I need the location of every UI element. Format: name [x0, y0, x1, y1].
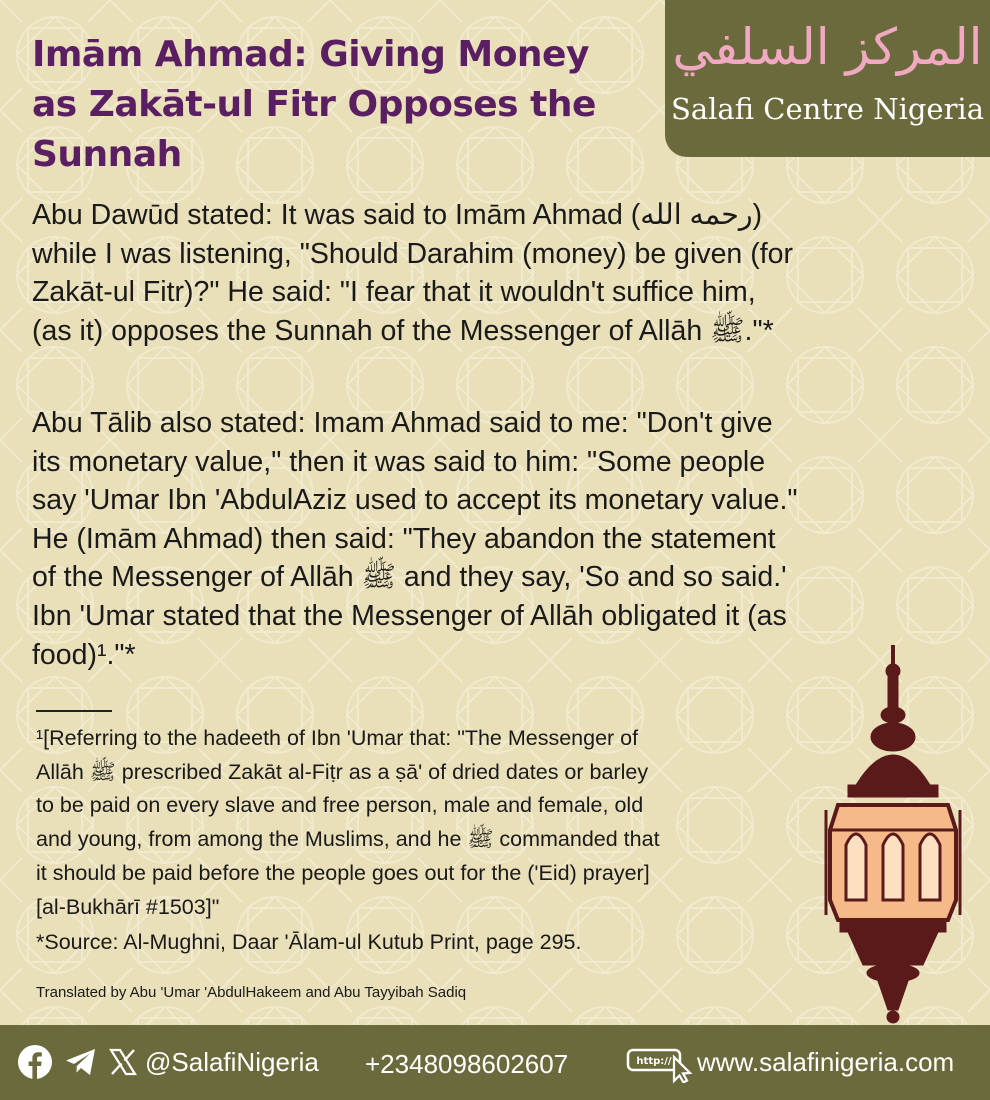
phone-number[interactable]: +2348098602607	[365, 1049, 569, 1079]
footnote-line: and young, from among the Muslims, and he ﷺ commanded that	[36, 827, 660, 852]
brand-logo	[665, 0, 990, 157]
paragraph-abu-talib	[32, 404, 798, 674]
source-citation: *Source: Al-Mughni, Daar 'Ālam-ul Kutub Print, page 295.	[36, 930, 582, 954]
brand-arabic-name: المركز السلفي	[672, 18, 983, 76]
text-line: Zakāt-ul Fitr)?" He said: "I fear that it wouldn't suffice him,	[32, 276, 756, 309]
text-line: Abu Tālib also stated: Imam Ahmad said to me: "Don't give	[32, 407, 773, 439]
footnote-divider	[36, 710, 112, 712]
social-handle[interactable]: @SalafiNigeria	[145, 1047, 319, 1077]
footer-bar	[0, 1025, 990, 1100]
text-line: Abu Dawūd stated: It was said to Imām Ahmad (رحمه الله)	[32, 199, 763, 231]
text-line: say 'Umar Ibn 'AbdulAziz used to accept its monetary value."	[32, 484, 798, 517]
text-line: of the Messenger of Allāh ﷺ and they say, 'So and so said.'	[32, 561, 787, 594]
web-icon-text: http://	[636, 1056, 672, 1067]
footnote-line: ¹[Referring to the hadeeth of Ibn 'Umar that: "The Messenger of	[36, 726, 639, 750]
footnote-line: it should be paid before the people goes out for the ('Eid) prayer]	[36, 860, 650, 885]
title-line: Imām Ahmad: Giving Money	[32, 34, 589, 75]
x-icon[interactable]	[108, 1047, 138, 1077]
website-link[interactable]: www.salafinigeria.com	[697, 1047, 955, 1077]
lantern-icon	[818, 645, 968, 1025]
telegram-icon[interactable]	[64, 1045, 98, 1079]
text-line: (as it) opposes the Sunnah of the Messenger of Allāh ﷺ."*	[32, 314, 774, 347]
footnote-line: [al-Bukhārī #1503]"	[36, 894, 220, 919]
text-line: while I was listening, "Should Darahim (money) be given (for	[32, 237, 793, 270]
text-line: Ibn 'Umar stated that the Messenger of Allāh obligated it (as	[32, 599, 787, 632]
footnote	[36, 722, 660, 924]
paragraph-abu-dawud	[32, 196, 793, 350]
footnote-line: Allāh ﷺ prescribed Zakāt al-Fiṭr as a ṣā' of dried dates or barley	[36, 759, 649, 784]
text-line: its monetary value," then it was said to him: "Some people	[32, 445, 766, 478]
footnote-line: to be paid on every slave and free person, male and female, old	[36, 793, 644, 818]
title-line: as Zakāt-ul Fitr Opposes the	[32, 84, 596, 125]
page-title	[32, 30, 652, 180]
web-cursor-icon	[626, 1047, 696, 1083]
facebook-icon[interactable]	[18, 1045, 52, 1079]
text-line: food)¹."*	[32, 638, 136, 671]
title-line: Sunnah	[32, 134, 182, 175]
brand-english-name: Salafi Centre Nigeria	[670, 92, 984, 126]
translator-credit: Translated by Abu 'Umar 'AbdulHakeem and Abu Tayyibah Sadiq	[36, 984, 467, 1001]
text-line: He (Imām Ahmad) then said: "They abandon the statement	[32, 522, 776, 555]
